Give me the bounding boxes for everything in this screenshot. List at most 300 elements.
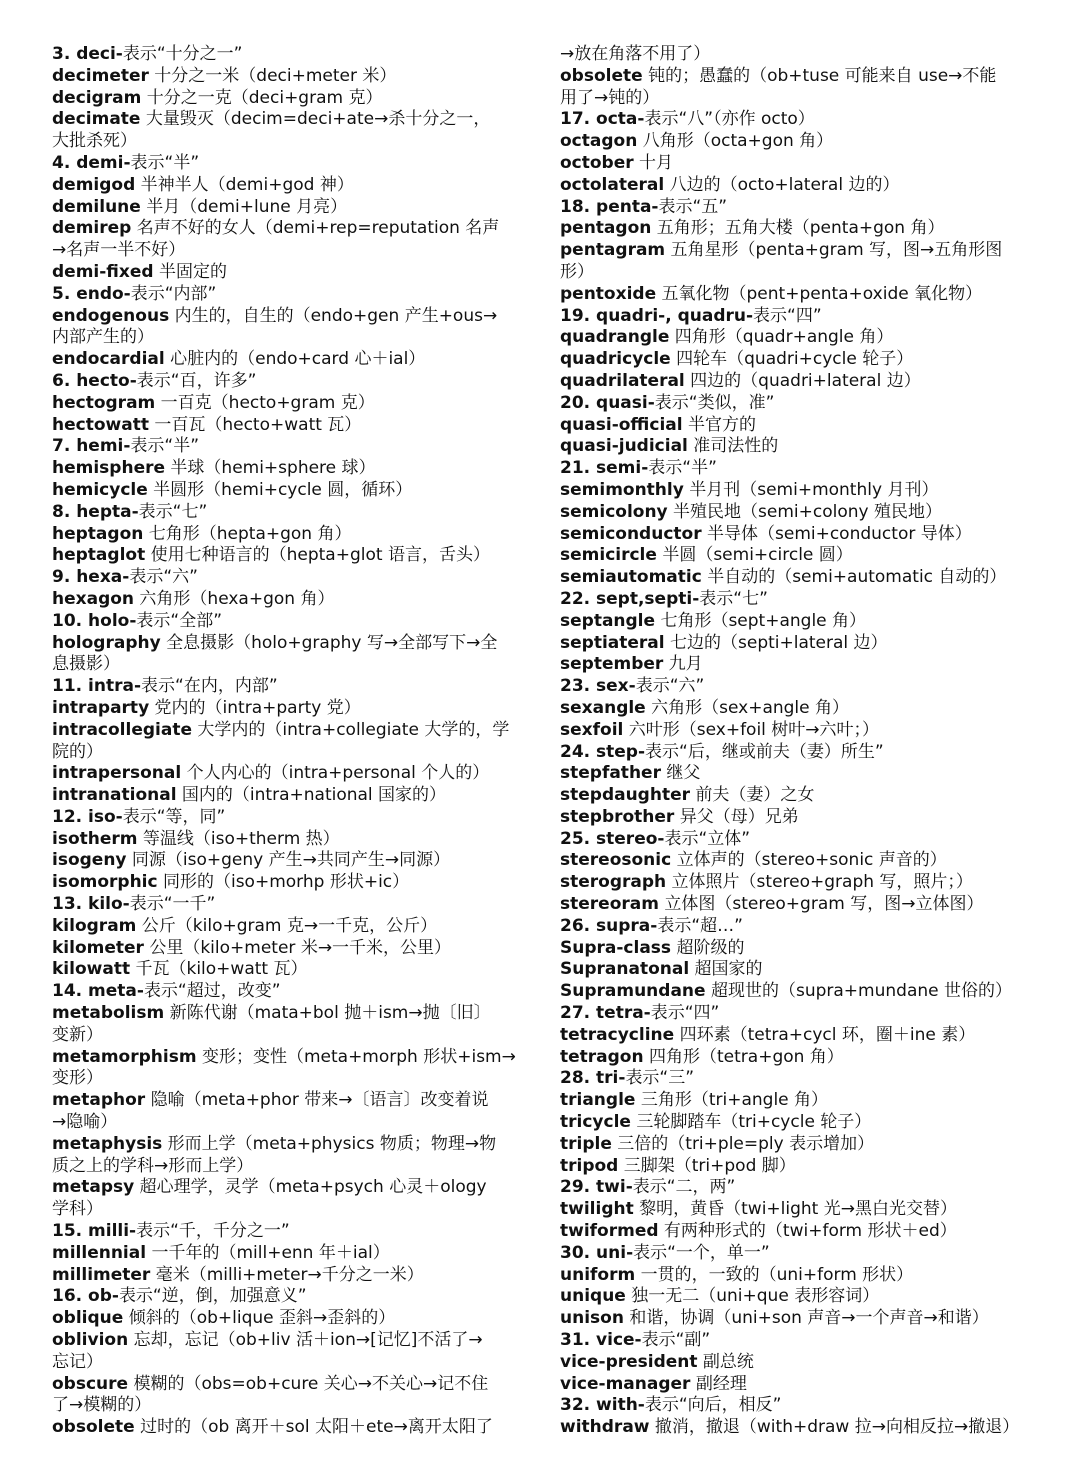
definition-text: 三角形（tri+angle 角） (635, 1090, 829, 1111)
prefix-heading (560, 1068, 1038, 1090)
word-entry-line (52, 916, 530, 938)
word-entry-line (52, 131, 530, 153)
word-entry-line (52, 1417, 530, 1439)
headword: tricycle (560, 1112, 631, 1133)
headword: obsolete (52, 1417, 135, 1438)
word-entry-line (560, 785, 1038, 807)
word-entry-line (52, 829, 530, 851)
prefix-label: 26. supra- (560, 915, 658, 936)
word-entry-line (52, 1025, 530, 1047)
word-entry-line (560, 240, 1038, 262)
word-entry-line (52, 1352, 530, 1374)
word-entry-line (52, 872, 530, 894)
definition-text: 继父 (660, 763, 701, 784)
definition-text: 同源（iso+geny 产生→共同产生→同源） (126, 850, 451, 871)
definition-text: 表示“六” (635, 676, 705, 697)
definition-text: 八角形（octa+gon 角） (637, 131, 834, 152)
prefix-label: 3. deci- (52, 44, 123, 64)
headword: quasi-official (560, 414, 683, 435)
headword: unison (560, 1308, 624, 1329)
word-entry-line (560, 131, 1038, 153)
prefix-heading (52, 1221, 530, 1243)
prefix-heading (560, 109, 1038, 131)
headword: sexfoil (560, 719, 624, 740)
word-entry-line (52, 218, 530, 240)
definition-text: 异父（母）兄弟 (674, 806, 799, 827)
definition-text: 九月 (663, 654, 703, 675)
headword: quadrilateral (560, 370, 685, 391)
word-entry-line (560, 807, 1038, 829)
definition-text: 三轮脚踏车（tri+cycle 轮子） (630, 1112, 872, 1133)
definition-text: 一百瓦（hecto+watt 瓦） (148, 414, 362, 435)
prefix-label: 21. semi- (560, 458, 649, 479)
definition-text: 四环素（tetra+cycl 环，圈＋ine 素） (674, 1024, 976, 1045)
prefix-label: 27. tetra- (560, 1003, 651, 1024)
word-entry-line (52, 240, 530, 262)
definition-text: 隐喻（meta+phor 带来→〔语言〕改变着说 (145, 1090, 489, 1111)
definition-text: 十分之一米（deci+meter 米） (148, 65, 397, 86)
headword: hexagon (52, 588, 135, 609)
word-entry-line (560, 1308, 1038, 1330)
headword: endogenous (52, 305, 170, 326)
prefix-label: 19. quadri-, quadru- (560, 305, 754, 326)
definition-text: 等温线（iso+therm 热） (137, 828, 340, 849)
definition-text: 表示“二，两” (632, 1177, 736, 1198)
prefix-heading (52, 436, 530, 458)
definition-text: 变形） (52, 1068, 103, 1089)
definition-text: 表示“十分之一” (122, 44, 243, 64)
word-entry-line (52, 545, 530, 567)
word-entry-line (52, 1047, 530, 1069)
word-entry-line (52, 698, 530, 720)
prefix-heading (560, 742, 1038, 764)
prefix-label: 10. holo- (52, 610, 137, 631)
word-entry-line (560, 1417, 1038, 1439)
prefix-label: 11. intra- (52, 676, 142, 697)
word-entry-line (52, 633, 530, 655)
headword: september (560, 654, 664, 675)
definition-text: 立体图（stereo+gram 写，图→立体图） (658, 894, 984, 915)
word-entry-line (560, 611, 1038, 633)
headword: metamorphism (52, 1046, 197, 1067)
definition-text: 副经理 (690, 1373, 747, 1394)
headword: holography (52, 632, 161, 653)
definition-text: 五角形；五角大楼（penta+gon 角） (651, 218, 945, 239)
word-entry-line (52, 850, 530, 872)
definition-text: 内生的，自生的（endo+gen 产生+ous→ (169, 305, 498, 326)
definition-text: 变形；变性（meta+morph 形状+ism→ (196, 1046, 516, 1067)
definition-text: 千瓦（kilo+watt 瓦） (130, 959, 308, 980)
word-entry-line (560, 371, 1038, 393)
headword: metabolism (52, 1003, 165, 1024)
word-entry-line (52, 1134, 530, 1156)
definition-text: 副总统 (697, 1351, 754, 1372)
headword: septiateral (560, 632, 665, 653)
definition-text: 表示“立体” (664, 828, 751, 849)
word-entry-line (560, 959, 1038, 981)
definition-text: 半月刊（semi+monthly 月刊） (683, 479, 939, 500)
definition-text: 表示“三” (625, 1068, 695, 1089)
prefix-label: 31. vice- (560, 1330, 642, 1351)
prefix-heading (52, 371, 530, 393)
prefix-heading (52, 1286, 530, 1308)
word-entry-line (52, 1265, 530, 1287)
headword: kilowatt (52, 959, 131, 980)
word-entry-line (52, 415, 530, 437)
definition-text: 半圆（semi+circle 圆） (656, 545, 853, 566)
word-entry-line (560, 1374, 1038, 1396)
word-entry-line (560, 175, 1038, 197)
headword: Supranatonal (560, 959, 690, 980)
definition-text: →放在角落不用了） (560, 44, 711, 64)
definition-text: 十月 (633, 152, 674, 173)
headword: semiautomatic (560, 567, 702, 588)
definition-text: 全息摄影（holo+graphy 写→全部写下→全 (160, 632, 498, 653)
prefix-heading (52, 44, 530, 66)
definition-text: 表示“四” (650, 1003, 720, 1024)
word-entry-line (560, 66, 1038, 88)
prefix-label: 5. endo- (52, 283, 131, 304)
headword: decimeter (52, 65, 149, 86)
word-entry-line (52, 1374, 530, 1396)
word-entry-line (52, 524, 530, 546)
definition-text: 党内的（intra+party 党） (149, 697, 361, 718)
definition-text: 半圆形（hemi+cycle 圆，循环） (147, 479, 413, 500)
definition-text: 表示“在内，内部” (141, 676, 278, 697)
prefix-label: 17. octa- (560, 109, 645, 130)
prefix-heading (52, 611, 530, 633)
definition-text: 表示“逆，倒，加强意义” (118, 1286, 307, 1307)
prefix-label: 16. ob- (52, 1286, 119, 1307)
word-entry-line (52, 785, 530, 807)
word-entry-line (560, 1134, 1038, 1156)
headword: Supramundane (560, 981, 706, 1002)
headword: demigod (52, 174, 136, 195)
headword: metaphysis (52, 1133, 163, 1154)
word-entry-line (52, 1243, 530, 1265)
definition-text: 表示“七” (138, 501, 208, 522)
word-entry-line (560, 480, 1038, 502)
headword: hectowatt (52, 414, 149, 435)
headword: stepfather (560, 763, 661, 784)
word-entry-line (560, 567, 1038, 589)
word-entry-line (560, 1286, 1038, 1308)
headword: septangle (560, 610, 656, 631)
prefix-heading (52, 502, 530, 524)
definition-text: 形而上学（meta+physics 物质；物理→物 (162, 1133, 497, 1154)
definition-text: 四角形（quadr+angle 角） (669, 327, 894, 348)
headword: semicircle (560, 545, 657, 566)
word-entry-line (52, 1003, 530, 1025)
definition-text: 七边的（septi+lateral 边） (664, 632, 888, 653)
word-entry-line (52, 262, 530, 284)
headword: intranational (52, 785, 177, 806)
definition-text: 一千年的（mill+enn 年＋ial） (146, 1242, 390, 1263)
definition-text: 表示“千，千分之一” (136, 1221, 290, 1242)
definition-text: 大量毁灭（decim=deci+ate→杀十分之一， (140, 109, 491, 130)
word-entry-line (52, 1395, 530, 1417)
definition-text: 倾斜的（ob+lique 歪斜→歪斜的） (123, 1308, 396, 1329)
definition-text: 八边的（octo+lateral 边的） (664, 174, 900, 195)
word-entry-line (52, 458, 530, 480)
word-entry-line (52, 306, 530, 328)
prefix-label: 13. kilo- (52, 894, 130, 915)
definition-text: →名声一半不好） (52, 240, 186, 261)
headword: heptagon (52, 523, 144, 544)
headword: demirep (52, 218, 132, 239)
headword: twilight (560, 1199, 634, 1220)
definition-text: 撤消，撤退（with+draw 拉→向相反拉→撤退） (649, 1417, 1020, 1438)
prefix-heading (560, 916, 1038, 938)
definition-text: 六角形（sex+angle 角） (645, 697, 850, 718)
word-entry-line (560, 894, 1038, 916)
definition-text: 学科） (52, 1199, 103, 1220)
definition-text: 立体照片（stereo+graph 写，照片；） (666, 872, 973, 893)
definition-text: 公里（kilo+meter 米→一千米，公里） (143, 937, 452, 958)
prefix-label: 29. twi- (560, 1177, 633, 1198)
definition-text: 四边的（quadri+lateral 边） (684, 370, 921, 391)
headword: twiformed (560, 1221, 659, 1242)
definition-text: 公斤（kilo+gram 克→一千克，公斤） (136, 915, 438, 936)
word-entry-line (560, 349, 1038, 371)
definition-text: 半球（hemi+sphere 球） (165, 458, 376, 479)
definition-text: 超心理学，灵学（meta+psych 心灵＋ology (134, 1177, 487, 1198)
word-entry-line (560, 1265, 1038, 1287)
definition-text: 超阶级的 (671, 937, 745, 958)
headword: stereoram (560, 894, 659, 915)
headword: octolateral (560, 174, 665, 195)
definition-text: 七角形（sept+angle 角） (655, 610, 867, 631)
headword: vice-manager (560, 1373, 691, 1394)
headword: intrapersonal (52, 763, 182, 784)
headword: demilune (52, 196, 141, 217)
definition-text: 忘记） (52, 1351, 103, 1372)
headword: tetracycline (560, 1024, 675, 1045)
definition-text: 质之上的学科→形而上学） (52, 1155, 254, 1176)
headword: triple (560, 1133, 612, 1154)
word-entry-line (52, 197, 530, 219)
word-entry-line (560, 654, 1038, 676)
definition-text: 同形的（iso+morhp 形状+ic） (157, 872, 410, 893)
word-entry-line (560, 436, 1038, 458)
definition-text: 心脏内的（endo+card 心＋ial） (164, 349, 426, 370)
prefix-label: 4. demi- (52, 152, 131, 173)
definition-text: 半固定的 (153, 261, 227, 282)
word-entry-line (560, 1352, 1038, 1374)
headword: decigram (52, 87, 142, 108)
definition-text: 了→模糊的） (52, 1395, 152, 1416)
prefix-heading (560, 306, 1038, 328)
headword: isomorphic (52, 872, 158, 893)
headword: isogeny (52, 850, 127, 871)
definition-text: 表示“超…” (657, 915, 743, 936)
headword: endocardial (52, 349, 165, 370)
headword: decimate (52, 109, 141, 130)
definition-text: 半官方的 (682, 414, 756, 435)
headword: withdraw (560, 1417, 650, 1438)
word-entry-line (52, 938, 530, 960)
definition-text: 表示“副” (641, 1330, 711, 1351)
word-entry-line (52, 1112, 530, 1134)
word-entry-line (52, 1156, 530, 1178)
prefix-heading (560, 1003, 1038, 1025)
headword: metaphor (52, 1090, 146, 1111)
definition-text: 表示“五” (658, 196, 728, 217)
headword: obsolete (560, 65, 643, 86)
headword: millennial (52, 1242, 147, 1263)
prefix-heading (560, 1330, 1038, 1352)
word-entry-line (52, 88, 530, 110)
definition-text: 表示“向后，相反” (644, 1395, 782, 1416)
headword: hemisphere (52, 458, 166, 479)
definition-text: 表示“半” (130, 152, 200, 173)
word-entry-line (560, 633, 1038, 655)
word-entry-line (560, 1047, 1038, 1069)
word-entry-line (560, 1199, 1038, 1221)
word-entry-line (52, 742, 530, 764)
definition-text: 七角形（hepta+gon 角） (143, 523, 352, 544)
definition-text: 表示“超过，改变” (143, 981, 281, 1002)
word-entry-line (560, 44, 1038, 66)
prefix-heading (52, 676, 530, 698)
definition-text: 三倍的（tri+ple=ply 表示增加） (611, 1133, 875, 1154)
word-entry-line (52, 1308, 530, 1330)
prefix-heading (52, 981, 530, 1003)
definition-text: 名声不好的女人（demi+rep=reputation 名声 (131, 218, 500, 239)
headword: semimonthly (560, 479, 684, 500)
word-entry-line (52, 1199, 530, 1221)
headword: vice-president (560, 1351, 698, 1372)
definition-text: 表示“半” (648, 458, 717, 479)
headword: demi-fixed (52, 261, 154, 282)
word-entry-line (560, 698, 1038, 720)
word-entry-line (52, 327, 530, 349)
prefix-label: 23. sex- (560, 676, 636, 697)
word-entry-line (52, 1330, 530, 1352)
definition-text: 息摄影） (52, 654, 120, 675)
definition-text: 半月（demi+lune 月亮） (140, 196, 348, 217)
headword: pentagram (560, 240, 666, 261)
word-entry-line (52, 480, 530, 502)
headword: uniform (560, 1264, 636, 1285)
headword: oblique (52, 1308, 124, 1329)
headword: pentoxide (560, 283, 657, 304)
definition-text: 超国家的 (689, 959, 763, 980)
prefix-label: 6. hecto- (52, 370, 137, 391)
headword: oblivion (52, 1330, 129, 1351)
definition-text: 准司法性的 (687, 436, 779, 457)
prefix-label: 15. milli- (52, 1221, 137, 1242)
headword: isotherm (52, 828, 138, 849)
word-entry-line (560, 284, 1038, 306)
prefix-label: 12. iso- (52, 806, 123, 827)
definition-text: 和谐，协调（uni+son 声音→一个声音→和谐） (623, 1308, 989, 1329)
definition-text: 表示“后，继或前夫（妻）所生” (645, 741, 884, 762)
headword: Supra-class (560, 937, 672, 958)
prefix-label: 7. hemi- (52, 436, 131, 457)
definition-text: 表示“一个，单一” (633, 1242, 770, 1263)
definition-text: →隐喻） (52, 1112, 118, 1133)
word-entry-line (560, 545, 1038, 567)
definition-text: 表示“一千” (129, 894, 216, 915)
word-entry-line (560, 872, 1038, 894)
prefix-label: 8. hepta- (52, 501, 139, 522)
definition-text: 半殖民地（semi+colony 殖民地） (667, 501, 942, 522)
word-entry-line (52, 109, 530, 131)
definition-text: 模糊的（obs=ob+cure 关心→不关心→记不住 (128, 1373, 489, 1394)
headword: tetragon (560, 1046, 644, 1067)
headword: hectogram (52, 392, 156, 413)
definition-text: 表示“等，同” (122, 806, 226, 827)
definition-text: 五氧化物（pent+penta+oxide 氧化物） (656, 283, 983, 304)
headword: semicolony (560, 501, 668, 522)
definition-text: 有两种形式的（twi+form 形状＋ed） (658, 1221, 957, 1242)
word-entry-line (52, 66, 530, 88)
headword: millimeter (52, 1264, 151, 1285)
word-entry-line (560, 1221, 1038, 1243)
definition-text: 超现世的（supra+mundane 世俗的） (705, 981, 1012, 1002)
definition-text: 半神半人（demi+god 神） (135, 174, 354, 195)
word-entry-line (560, 415, 1038, 437)
prefix-heading (52, 894, 530, 916)
headword: unique (560, 1286, 626, 1307)
headword: triangle (560, 1090, 636, 1111)
definition-text: 十分之一克（deci+gram 克） (141, 87, 383, 108)
word-entry-line (560, 262, 1038, 284)
word-entry-line (560, 763, 1038, 785)
prefix-heading (560, 1243, 1038, 1265)
definition-text: 立体声的（stereo+sonic 声音的） (671, 850, 947, 871)
word-entry-line (560, 153, 1038, 175)
definition-text: 六角形（hexa+gon 角） (134, 588, 335, 609)
headword: hemicycle (52, 479, 148, 500)
word-entry-line (560, 938, 1038, 960)
definition-text: 表示“百，许多” (136, 370, 257, 391)
definition-text: 一百克（hecto+gram 克） (155, 392, 375, 413)
definition-text: 形） (560, 261, 594, 282)
headword: quadricycle (560, 349, 671, 370)
definition-text: 表示“六” (129, 567, 198, 588)
definition-text: 四角形（tetra+gon 角） (643, 1046, 844, 1067)
word-entry-line (52, 1068, 530, 1090)
prefix-label: 22. sept,septi- (560, 588, 700, 609)
definition-text: 前夫（妻）之女 (690, 785, 815, 806)
word-entry-line (52, 720, 530, 742)
definition-text: 三脚架（tri+pod 脚） (618, 1155, 796, 1176)
definition-text: 六叶形（sex+foil 树叶→六叶；） (623, 719, 880, 740)
definition-text: 内部产生的） (52, 327, 154, 348)
word-entry-line (52, 959, 530, 981)
word-entry-line (560, 524, 1038, 546)
word-entry-line (560, 1156, 1038, 1178)
prefix-heading (560, 458, 1038, 480)
prefix-heading (560, 393, 1038, 415)
word-entry-line (560, 1112, 1038, 1134)
definition-text: 五角星形（penta+gram 写，图→五角形图 (665, 240, 1003, 261)
prefix-label: 9. hexa- (52, 567, 130, 588)
word-entry-line (560, 502, 1038, 524)
headword: kilogram (52, 915, 137, 936)
definition-text: 变新） (52, 1024, 103, 1045)
prefix-heading (52, 807, 530, 829)
definition-text: 国内的（intra+national 国家的） (176, 785, 447, 806)
definition-text: 毫米（milli+meter→千分之一米） (150, 1264, 424, 1285)
prefix-heading (560, 1395, 1038, 1417)
definition-text: 表示“内部” (130, 283, 217, 304)
definition-text: 表示“四” (753, 305, 822, 326)
definition-text: 新陈代谢（mata+bol 抛＋ism→抛〔旧〕 (164, 1003, 491, 1024)
definition-text: 黎明，黄昏（twi+light 光→黑白光交替） (633, 1199, 957, 1220)
